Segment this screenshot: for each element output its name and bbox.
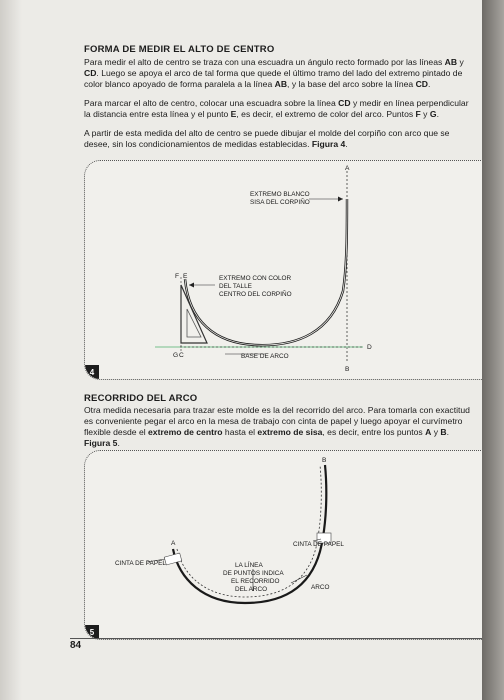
label-dotted-1: LA LÍNEA — [235, 562, 263, 569]
book-edge-shadow — [482, 0, 504, 700]
label-white-end-2: SISA DEL CORPIÑO — [250, 199, 310, 206]
point-d: D — [367, 344, 372, 351]
label-color-end-2: DEL TALLE — [219, 283, 252, 290]
figure-5-diagram — [85, 451, 497, 639]
figure-4-diagram — [85, 161, 497, 379]
figure-5 — [84, 450, 498, 640]
set-square — [181, 285, 207, 343]
point-e: E — [183, 273, 188, 280]
section-heading-recorrido: RECORRIDO DEL ARCO — [84, 393, 198, 404]
footer-rule — [70, 638, 482, 639]
paragraph-measure-method: Para medir el alto de centro se traza con una escuadra un ángulo recto formado por las líneas AB y CD. Luego se apoya el arco de tal forma que quede el último tramo del lado del extremo pintado de color blanco apoyado de forma paralela a la línea AB, y la base del arco sobre la línea CD. — [84, 57, 464, 89]
point-b: B — [345, 366, 350, 373]
page-spine-shadow — [0, 0, 22, 700]
label-arc: ARCO — [311, 584, 330, 591]
label-dotted-4: DEL ARCO — [235, 586, 268, 593]
point-g: G — [173, 352, 179, 359]
section-heading-alto-de-centro: FORMA DE MEDIR EL ALTO DE CENTRO — [84, 44, 275, 55]
label-color-end-3: CENTRO DEL CORPIÑO — [219, 291, 292, 298]
label-white-end-1: EXTREMO BLANCO — [250, 191, 310, 198]
label-tape-right: CINTA DE PAPEL — [293, 541, 344, 548]
underwire-arc-inner — [185, 199, 347, 345]
label-dotted-2: DE PUNTOS INDICA — [223, 570, 284, 577]
point-a: A — [345, 165, 350, 172]
point-a: A — [171, 540, 176, 547]
label-base: BASE DE ARCO — [241, 353, 289, 360]
label-color-end-1: EXTREMO CON COLOR — [219, 275, 292, 282]
figure-5-number: 5 — [85, 625, 99, 639]
point-c: C — [179, 352, 184, 359]
paragraph-arc-length: Otra medida necesaria para trazar este molde es la del recorrido del arco. Para tomarla con exactitud es conveniente pegar el arco en la mesa de trabajo con cinta de papel y luego apoyar el curvímetro flexible desde el extremo de centro hasta el extremo de sisa, es decir, entre los puntos A y B. Figura 5. — [84, 405, 470, 448]
label-tape-left: CINTA DE PAPEL — [115, 560, 166, 567]
paragraph-mark-center: Para marcar el alto de centro, colocar una escuadra sobre la línea CD y medir en línea perpendicular la distancia entre esta línea y el punto E, es decir, el extremo de color del arco. Puntos F y G. — [84, 98, 469, 119]
figure-4 — [84, 160, 498, 380]
tape-left — [164, 553, 182, 565]
underwire-arc — [185, 199, 347, 345]
label-dotted-3: EL RECORRIDO — [231, 578, 280, 585]
paragraph-draw-mold: A partir de esta medida del alto de centro se puede dibujar el molde del corpiño con arco que se desee, sin los condicionamientos de medidas establecidas. Figura 4. — [84, 128, 450, 149]
page-number: 84 — [70, 640, 82, 651]
point-b: B — [322, 457, 327, 464]
point-f: F — [175, 273, 180, 280]
figure-4-number: 4 — [85, 365, 99, 379]
